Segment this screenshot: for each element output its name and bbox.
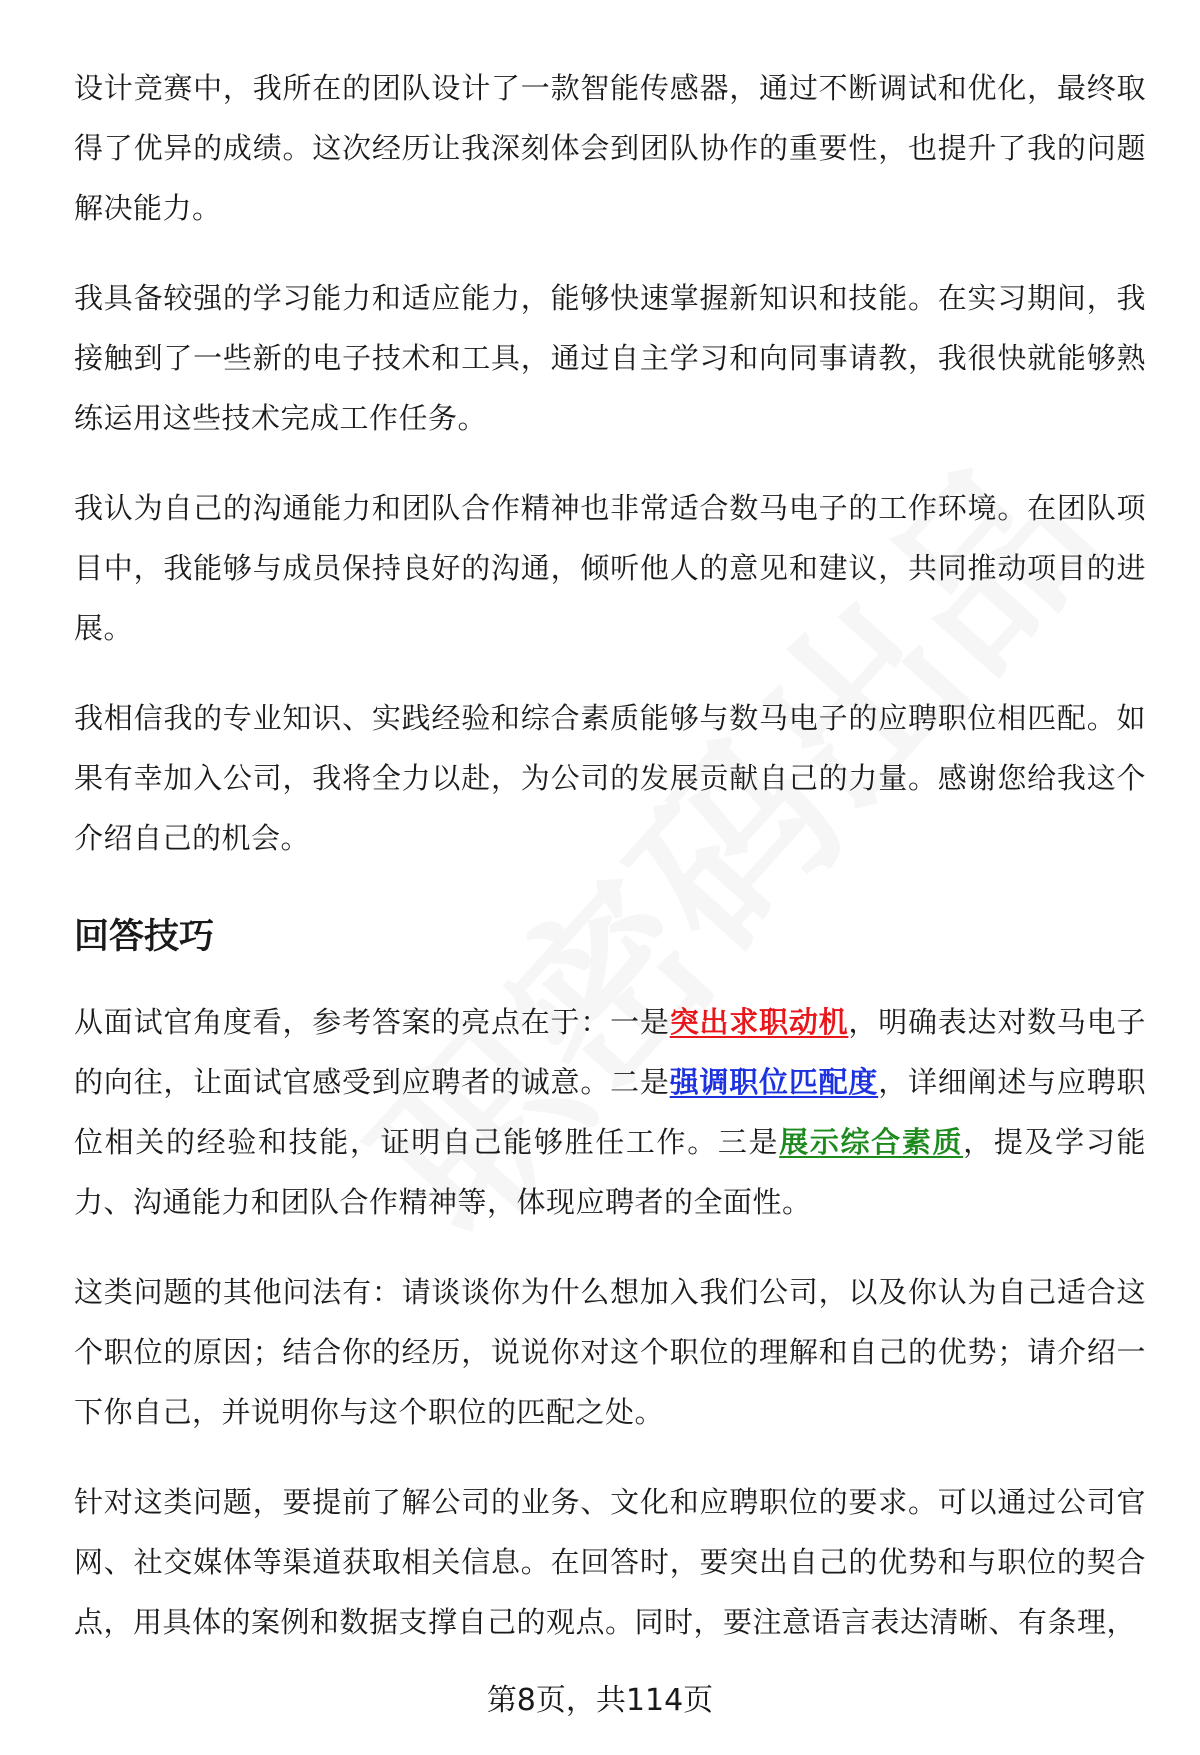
highlight-overall-quality: 展示综合素质: [779, 1125, 964, 1159]
paragraph: 针对这类问题，要提前了解公司的业务、文化和应聘职位的要求。可以通过公司官网、社交媒体等渠道获取相关信息。在回答时，要突出自己的优势和与职位的契合点，用具体的案例和数据支撑自己的观点。同时，要注意语言表达清晰、有条理，: [74, 1485, 1146, 1639]
tips-text: 从面试官角度看，参考答案的亮点在于：一是: [74, 1005, 670, 1039]
highlight-motivation: 突出求职动机: [669, 1005, 849, 1039]
highlight-job-match: 强调职位匹配度: [669, 1065, 879, 1099]
page-footer: 第8页，共114页: [486, 1683, 714, 1718]
paragraph: 我认为自己的沟通能力和团队合作精神也非常适合数马电子的工作环境。在团队项目中，我能够与成员保持良好的沟通，倾听他人的意见和建议，共同推动项目的进展。: [74, 491, 1146, 645]
tips-paragraph: [74, 992, 1146, 1232]
paragraph: 我相信我的专业知识、实践经验和综合素质能够与数马电子的应聘职位相匹配。如果有幸加入公司，我将全力以赴，为公司的发展贡献自己的力量。感谢您给我这个介绍自己的机会。: [74, 701, 1146, 855]
tips-text: ，详细阐述与应聘职位相关的经验和技能，证明自己能够胜任工作。三是: [74, 1065, 1146, 1159]
document-body: [74, 58, 1146, 1682]
paragraph: 我具备较强的学习能力和适应能力，能够快速掌握新知识和技能。在实习期间，我接触到了一些新的电子技术和工具，通过自主学习和向同事请教，我很快就能够熟练运用这些技术完成工作任务。: [74, 281, 1146, 435]
tips-text: ，明确表达对数马电子的向往，让面试官感受到应聘者的诚意。二是: [74, 1005, 1146, 1099]
section-heading: 回答技巧: [74, 917, 215, 957]
paragraph: 设计竞赛中，我所在的团队设计了一款智能传感器，通过不断调试和优化，最终取得了优异的成绩。这次经历让我深刻体会到团队协作的重要性，也提升了我的问题解决能力。: [74, 71, 1146, 225]
paragraph: 这类问题的其他问法有：请谈谈你为什么想加入我们公司，以及你认为自己适合这个职位的原因；结合你的经历，说说你对这个职位的理解和自己的优势；请介绍一下你自己，并说明你与这个职位的匹配之处。: [74, 1275, 1146, 1429]
tips-text: ，提及学习能力、沟通能力和团队合作精神等，体现应聘者的全面性。: [74, 1125, 1146, 1219]
